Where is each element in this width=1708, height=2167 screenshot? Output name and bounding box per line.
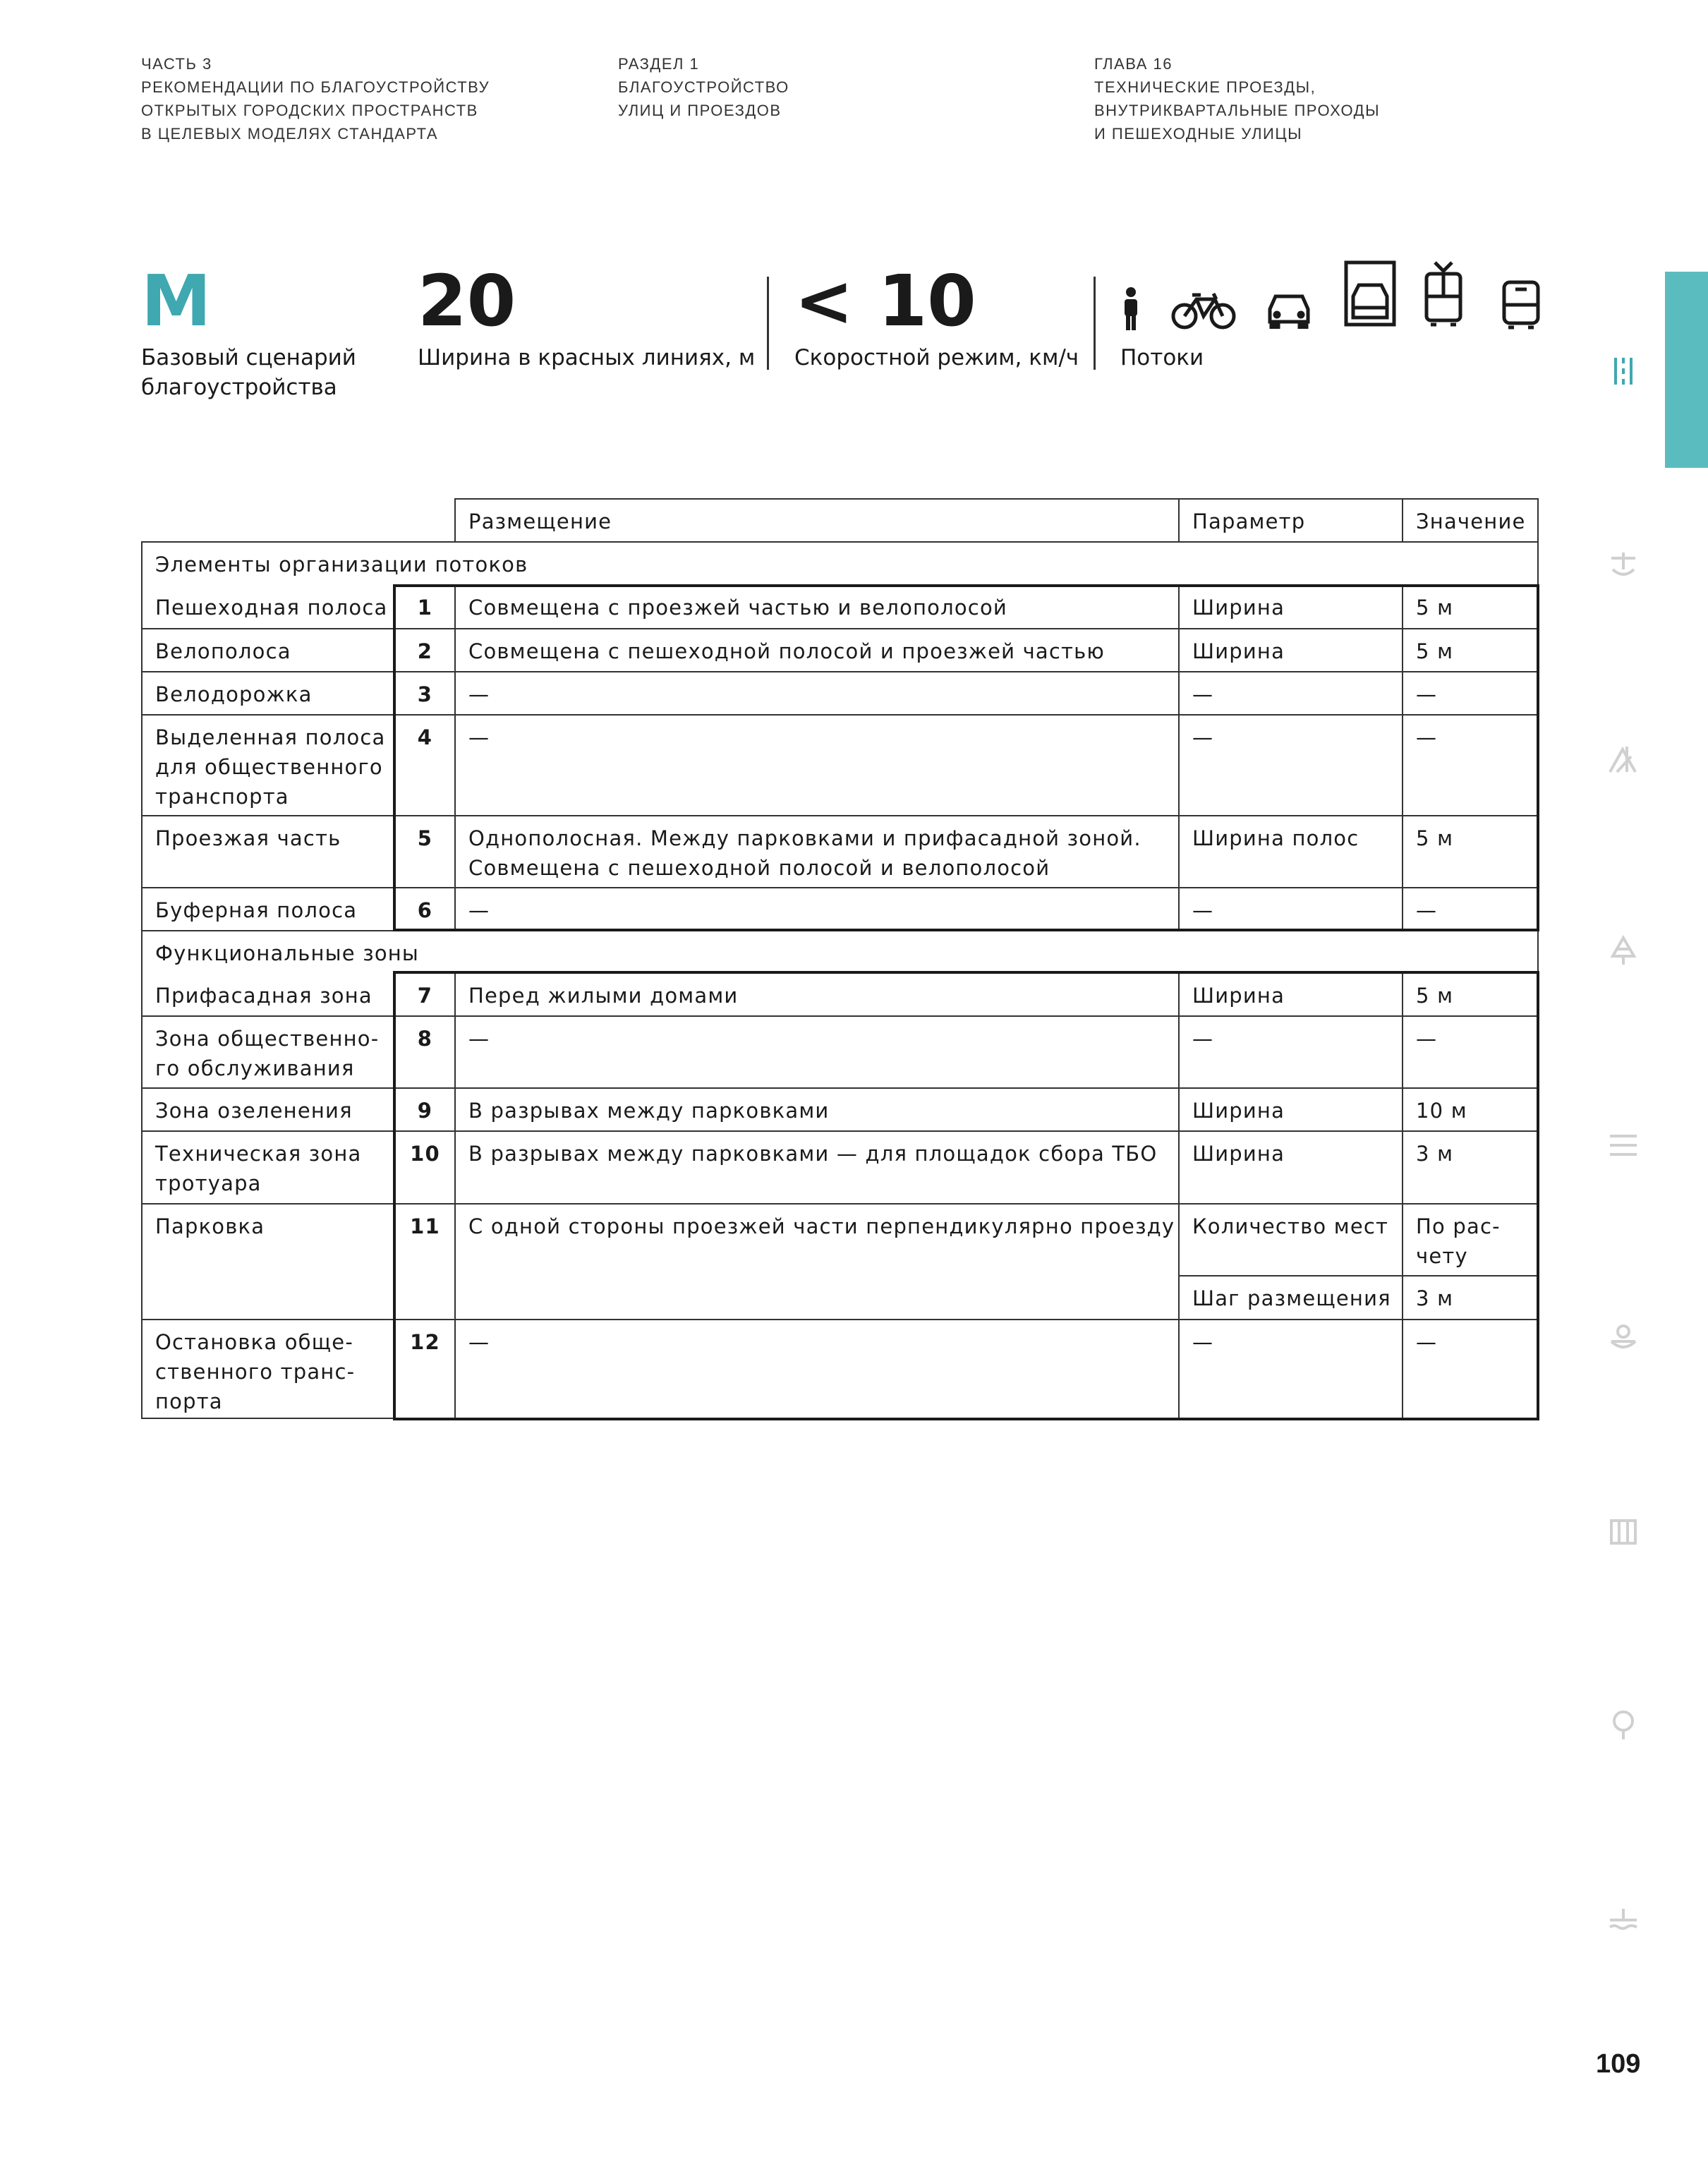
speed-value: < 10	[794, 260, 976, 342]
row-value: —	[1416, 1330, 1438, 1354]
row-parameter: Ширина полос	[1192, 826, 1359, 850]
row-value: 5 м	[1416, 984, 1454, 1008]
row-placement: —	[468, 1027, 490, 1051]
scenario-label: Базовый сценарий благоустройства	[141, 345, 356, 400]
row-parameter: Количество мест	[1192, 1214, 1389, 1238]
page-number: 109	[1596, 2049, 1641, 2079]
row-value: По рас-чету	[1416, 1214, 1501, 1268]
bicycle-icon	[1171, 291, 1236, 330]
truck-icon	[1343, 260, 1397, 329]
row-parameter: —	[1192, 1330, 1214, 1354]
row-number: 4	[417, 725, 433, 749]
header-placement: Размещение	[468, 509, 612, 533]
row-parameter: Ширина	[1192, 1142, 1285, 1166]
header-part: ЧАСТЬ 3 РЕКОМЕНДАЦИИ ПО БЛАГОУСТРОЙСТВУ ОТКРЫТЫХ ГОРОДСКИХ ПРОСТРАНСТВ В ЦЕЛЕВЫХ МОДЕЛЯХ СТАНДАРТА	[141, 55, 490, 143]
row-placement: С одной стороны проезжей части перпендикулярно проезду	[468, 1214, 1175, 1238]
row-placement: —	[468, 725, 490, 749]
row-value: 3 м	[1416, 1142, 1454, 1166]
row-name: Прифасадная зона	[155, 984, 373, 1008]
row-number: 1	[417, 596, 433, 620]
row-number: 6	[417, 898, 433, 922]
row-name: Пешеходная полоса	[155, 596, 388, 620]
row-name: Буферная полоса	[155, 898, 358, 922]
row-number: 7	[417, 984, 433, 1008]
layers-icon[interactable]	[1607, 1129, 1640, 1161]
park-tree-icon[interactable]	[1607, 1708, 1640, 1741]
building-icon[interactable]	[1607, 1515, 1640, 1547]
row-name: Велодорожка	[155, 682, 313, 706]
row-parameter: Ширина	[1192, 596, 1285, 620]
row-placement: В разрывах между парковками	[468, 1099, 830, 1123]
row-value: —	[1416, 898, 1438, 922]
row-parameter: —	[1192, 682, 1214, 706]
bus-icon	[1500, 278, 1542, 332]
row-placement: Совмещена с проезжей частью и велополосой	[468, 596, 1007, 620]
header-chapter: ГЛАВА 16 ТЕХНИЧЕСКИЕ ПРОЕЗДЫ, ВНУТРИКВАРТАЛЬНЫЕ ПРОХОДЫ И ПЕШЕХОДНЫЕ УЛИЦЫ	[1094, 55, 1381, 143]
waterfront-icon[interactable]	[1607, 1903, 1640, 1936]
flowerbed-icon[interactable]	[1607, 1322, 1640, 1354]
row-number: 8	[417, 1027, 433, 1051]
header-value: Значение	[1416, 509, 1526, 533]
row-value: 3 м	[1416, 1286, 1454, 1310]
row-number: 2	[417, 639, 433, 663]
header-section: РАЗДЕЛ 1 БЛАГОУСТРОЙСТВО УЛИЦ И ПРОЕЗДОВ	[618, 55, 789, 119]
chapter-tab[interactable]	[1665, 272, 1708, 468]
row-value: —	[1416, 725, 1438, 749]
fountain-icon[interactable]	[1607, 548, 1640, 581]
car-icon	[1266, 292, 1312, 329]
section-title: Функциональные зоны	[155, 941, 420, 965]
row-name: Велополоса	[155, 639, 291, 663]
summary-divider	[1094, 277, 1096, 370]
row-placement: В разрывах между парковками — для площадок сбора ТБО	[468, 1142, 1158, 1166]
row-parameter: —	[1192, 898, 1214, 922]
row-parameter: Ширина	[1192, 1099, 1285, 1123]
row-parameter: Ширина	[1192, 639, 1285, 663]
row-number: 5	[417, 826, 433, 850]
row-parameter: —	[1192, 1027, 1214, 1051]
row-placement: Перед жилыми домами	[468, 984, 739, 1008]
row-value: —	[1416, 1027, 1438, 1051]
width-label: Ширина в красных линиях, м	[418, 345, 756, 370]
playground-icon[interactable]	[1607, 742, 1640, 775]
tram-icon	[1422, 260, 1465, 329]
row-value: 5 м	[1416, 596, 1454, 620]
row-parameter: —	[1192, 725, 1214, 749]
row-name: Техническая зона тротуара	[155, 1142, 362, 1195]
row-value: 10 м	[1416, 1099, 1467, 1123]
tree-icon[interactable]	[1607, 935, 1640, 967]
row-placement: Однополосная. Между парковками и прифасадной зоной. Совмещена с пешеходной полосой и велополосой	[468, 826, 1141, 880]
summary-divider	[767, 277, 769, 370]
row-value: 5 м	[1416, 639, 1454, 663]
row-placement: —	[468, 1330, 490, 1354]
row-name: Остановка обще-ственного транс-порта	[155, 1330, 356, 1413]
row-name: Выделенная полоса для общественного транспорта	[155, 725, 386, 809]
scenario-value: М	[141, 260, 212, 342]
street-lanes-icon[interactable]	[1607, 355, 1640, 387]
flows-label: Потоки	[1120, 345, 1204, 370]
row-number: 11	[410, 1214, 440, 1238]
section-title: Элементы организации потоков	[155, 553, 528, 577]
pedestrian-icon	[1120, 286, 1141, 330]
row-number: 9	[417, 1099, 433, 1123]
row-parameter: Шаг размещения	[1192, 1286, 1391, 1310]
row-placement: —	[468, 898, 490, 922]
row-value: 5 м	[1416, 826, 1454, 850]
row-name: Зона общественно-го обслуживания	[155, 1027, 380, 1080]
row-number: 10	[410, 1142, 440, 1166]
row-name: Проезжая часть	[155, 826, 341, 850]
speed-label: Скоростной режим, км/ч	[794, 345, 1079, 370]
row-number: 3	[417, 682, 433, 706]
row-number: 12	[410, 1330, 440, 1354]
header-parameter: Параметр	[1192, 509, 1306, 533]
row-parameter: Ширина	[1192, 984, 1285, 1008]
row-placement: Совмещена с пешеходной полосой и проезжей частью	[468, 639, 1106, 663]
row-name: Зона озеленения	[155, 1099, 353, 1123]
row-value: —	[1416, 682, 1438, 706]
width-value: 20	[418, 260, 516, 342]
row-name: Парковка	[155, 1214, 265, 1238]
row-placement: —	[468, 682, 490, 706]
